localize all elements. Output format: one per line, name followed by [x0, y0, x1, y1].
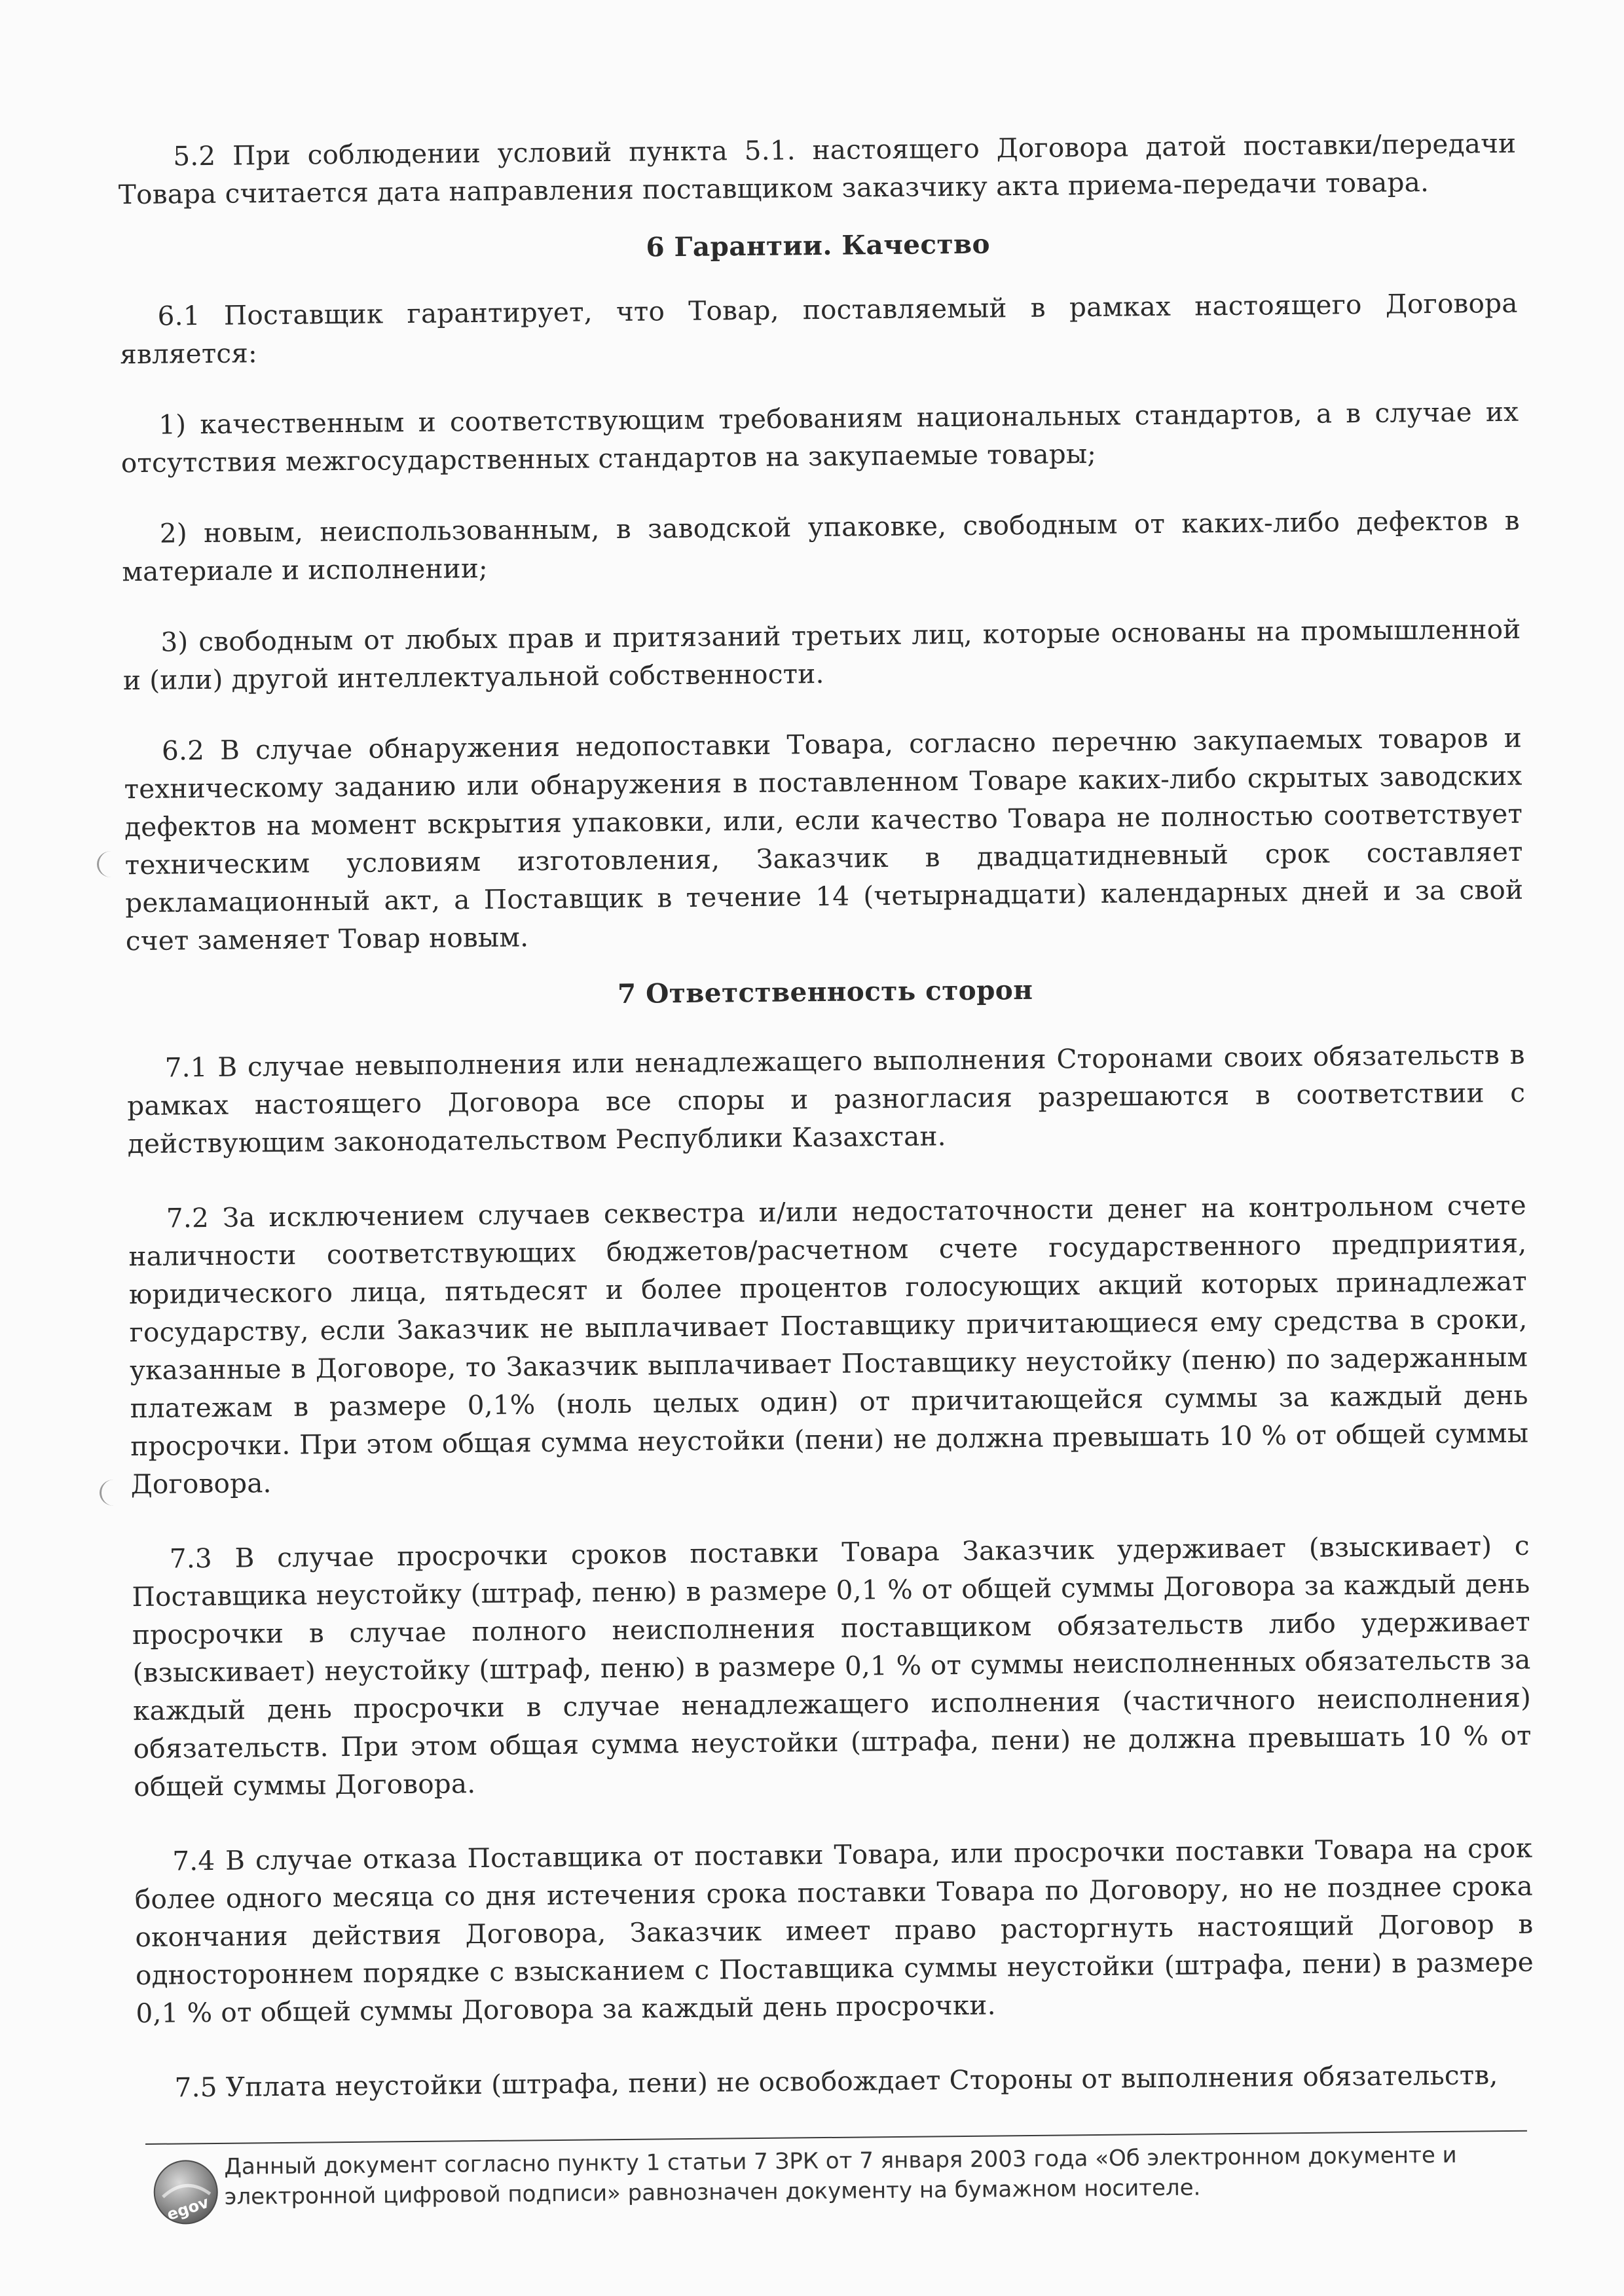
- paragraph-5-2: 5.2 При соблюдении условий пункта 5.1. настоящего Договора датой поставки/передачи Товара считается дата направления поставщиком заказчику акта приема-передачи товара.: [118, 127, 1517, 211]
- list-item-3: 3) свободным от любых прав и притязаний третьих лиц, которые основаны на промышленной и (или) другой интеллектуальной собственности.: [122, 613, 1521, 697]
- scan-hole-mark-lower: [100, 1480, 128, 1506]
- heading-liability: 7 Ответственность сторон: [617, 974, 1033, 1010]
- paragraph-7-5: 7.5 Уплата неустойки (штрафа, пени) не освобождает Стороны от выполнения обязательств,: [174, 2059, 1498, 2104]
- document-page: [118, 124, 1536, 2180]
- heading-guarantees-quality: 6 Гарантии. Качество: [646, 228, 991, 263]
- paragraph-7-1: 7.1 В случае невыполнения или ненадлежащего выполнения Сторонами своих обязательств в рамках настоящего Договора все споры и разногласия разрешаются в соответствии с действующим законодательством Республики Казахстан.: [127, 1038, 1526, 1160]
- paragraph-6-1: 6.1 Поставщик гарантирует, что Товар, поставляемый в рамках настоящего Договора является:: [119, 287, 1518, 371]
- footer: [145, 2129, 1528, 2240]
- paragraph-7-4: 7.4 В случае отказа Поставщика от поставки Товара, или просрочки поставки Товара на срок более одного месяца со дня истечения срока поставки Товара по Договору, но не позднее срока окончания действия Договора, Заказчик имеет право расторгнуть настоящий Договор в одностороннем порядке с взысканием с Поставщика суммы неустойки (штрафа, пени) в размере 0,1 % от общей суммы Договора за каждый день просрочки.: [134, 1832, 1534, 2030]
- paragraph-7-3: 7.3 В случае просрочки сроков поставки Товара Заказчик удерживает (взыскивает) с Поставщика неустойку (штраф, пеню) в размере 0,1 % от общей суммы Договора за каждый день просрочки в случае полного неисполнения поставщиком обязательств либо удерживает (взыскивает) неустойку (штраф, пеню) в размере 0,1 % от суммы неисполненных обязательств за каждый день просрочки в случае ненадлежащего исполнения (частичного неисполнения) обязательств. При этом общая сумма неустойки (штрафа, пени) не должна превышать 10 % от общей суммы Договора.: [132, 1529, 1532, 1803]
- paragraph-6-2: 6.2 В случае обнаружения недопоставки Товара, согласно перечню закупаемых товаров и техническому заданию или обнаружения в поставленном Товаре каких-либо скрытых заводских дефектов на момент вскрытия упаковки, или, если качество Товара не полностью соответствует техническим условиям изготовления, Заказчик в двадцатидневный срок составляет рекламационный акт, а Поставщик в течение 14 (четырнадцати) календарных дней и за свой счет заменяет Товар новым.: [124, 721, 1524, 957]
- footer-legal-notice: Данный документ согласно пункту 1 статьи 7 ЗРК от 7 января 2003 года «Об электронном документе и электронной цифровой подписи» равнозначен документу на бумажном носителе.: [224, 2141, 1457, 2210]
- list-item-1: 1) качественным и соответствующим требованиям национальных стандартов, а в случае их отсутствия межгосударственных стандартов на закупаемые товары;: [120, 395, 1519, 479]
- list-item-2: 2) новым, неиспользованным, в заводской упаковке, свободным от каких-либо дефектов в материале и исполнении;: [122, 504, 1520, 588]
- svg-text:egov: egov: [164, 2193, 212, 2225]
- egov-seal-icon: [149, 2156, 222, 2229]
- scan-hole-mark-upper: [97, 851, 125, 877]
- paragraph-7-2: 7.2 За исключением случаев секвестра и/или недостаточности денег на контрольном счете наличности соответствующих бюджетов/расчетном счете государственного предприятия, юридического лица, пятьдесят и более процентов голосующих акций которых принадлежат государству, если Заказчик не выплачивает Поставщику причитающиеся ему средства в сроки, указанные в Договоре, то Заказчик выплачивает Поставщику неустойку (пеню) по задержанным платежам в размере 0,1% (ноль целых один) от причитающейся суммы за каждый день просрочки. При этом общая сумма неустойки (пени) не должна превышать 10 % от общей суммы Договора.: [128, 1189, 1529, 1501]
